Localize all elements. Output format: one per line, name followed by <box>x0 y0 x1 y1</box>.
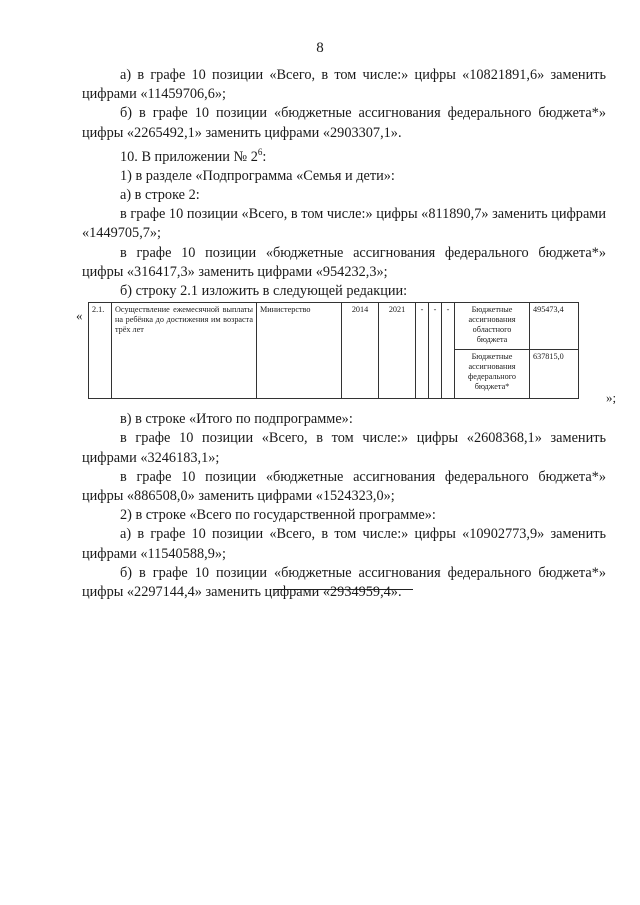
paragraph: в графе 10 позиции «Всего, в том числе:» цифры «2608368,1» заменить цифрами «3246183,1»; <box>82 430 606 466</box>
open-quote: « <box>76 308 83 324</box>
dash-cell: - <box>429 303 442 399</box>
dash-cell: - <box>416 303 429 399</box>
close-quote: »; <box>606 390 617 406</box>
year-end-cell: 2021 <box>379 303 416 399</box>
paragraph: в графе 10 позиции «бюджетные ассигнования федерального бюджета*» цифры «886508,0» заменить цифрами «1524323,0»; <box>82 468 606 505</box>
appendix-suffix: : <box>262 148 267 165</box>
row-name-cell: Осуществление ежемесячной выплаты на ребёнка до достижения им возраста трёх лет <box>112 303 257 399</box>
paragraph: а) в графе 10 позиции «Всего, в том числе:» цифры «10821891,6» заменить цифрами «11459706,6»; <box>82 67 606 103</box>
paragraph: б) строку 2.1 изложить в следующей редакции: <box>120 283 408 299</box>
paragraph: б) в графе 10 позиции «бюджетные ассигнования федерального бюджета*» цифры «2265492,1» заменить цифрами «2903307,1». <box>82 105 606 141</box>
year-start-cell: 2014 <box>342 303 379 399</box>
page-number: 8 <box>316 40 324 56</box>
paragraph: а) в строке 2: <box>120 186 200 203</box>
source-label-cell: Бюджетные ассигнования областного бюджета <box>455 303 530 350</box>
source-label-cell: Бюджетные ассигнования федерального бюджета* <box>455 350 530 399</box>
appendix-text: 10. В приложении № 2 <box>120 148 258 165</box>
paragraph: в) в строке «Итого по подпрограмме»: <box>120 411 353 428</box>
paragraph: 1) в разделе «Подпрограмма «Семья и дети»: <box>120 167 395 184</box>
insert-table <box>88 302 579 399</box>
source-value-cell: 495473,4 <box>530 303 579 350</box>
paragraph: в графе 10 позиции «Всего, в том числе:» цифры «811890,7» заменить цифрами «1449705,7»; <box>82 206 606 242</box>
paragraph: а) в графе 10 позиции «Всего, в том числе:» цифры «10902773,9» заменить цифрами «11540588,9»; <box>82 526 606 562</box>
table-row <box>89 303 579 350</box>
paragraph-appendix <box>82 143 606 167</box>
closing-rule <box>273 589 413 590</box>
document-body <box>76 66 617 602</box>
dash-cell: - <box>442 303 455 399</box>
paragraph: б) в графе 10 позиции «бюджетные ассигнования федерального бюджета*» цифры «2297144,4» заменить цифрами «2934959,4». <box>82 564 606 601</box>
appendix-superscript: 6 <box>257 146 263 157</box>
paragraph: в графе 10 позиции «бюджетные ассигнования федерального бюджета*» цифры «316417,3» заменить цифрами «954232,3»; <box>82 244 606 280</box>
row-number-cell: 2.1. <box>89 303 112 399</box>
executor-cell: Министерство <box>257 303 342 399</box>
paragraph: 2) в строке «Всего по государственной программе»: <box>120 507 436 524</box>
insert-table-block <box>76 302 617 410</box>
source-value-cell: 637815,0 <box>530 350 579 399</box>
